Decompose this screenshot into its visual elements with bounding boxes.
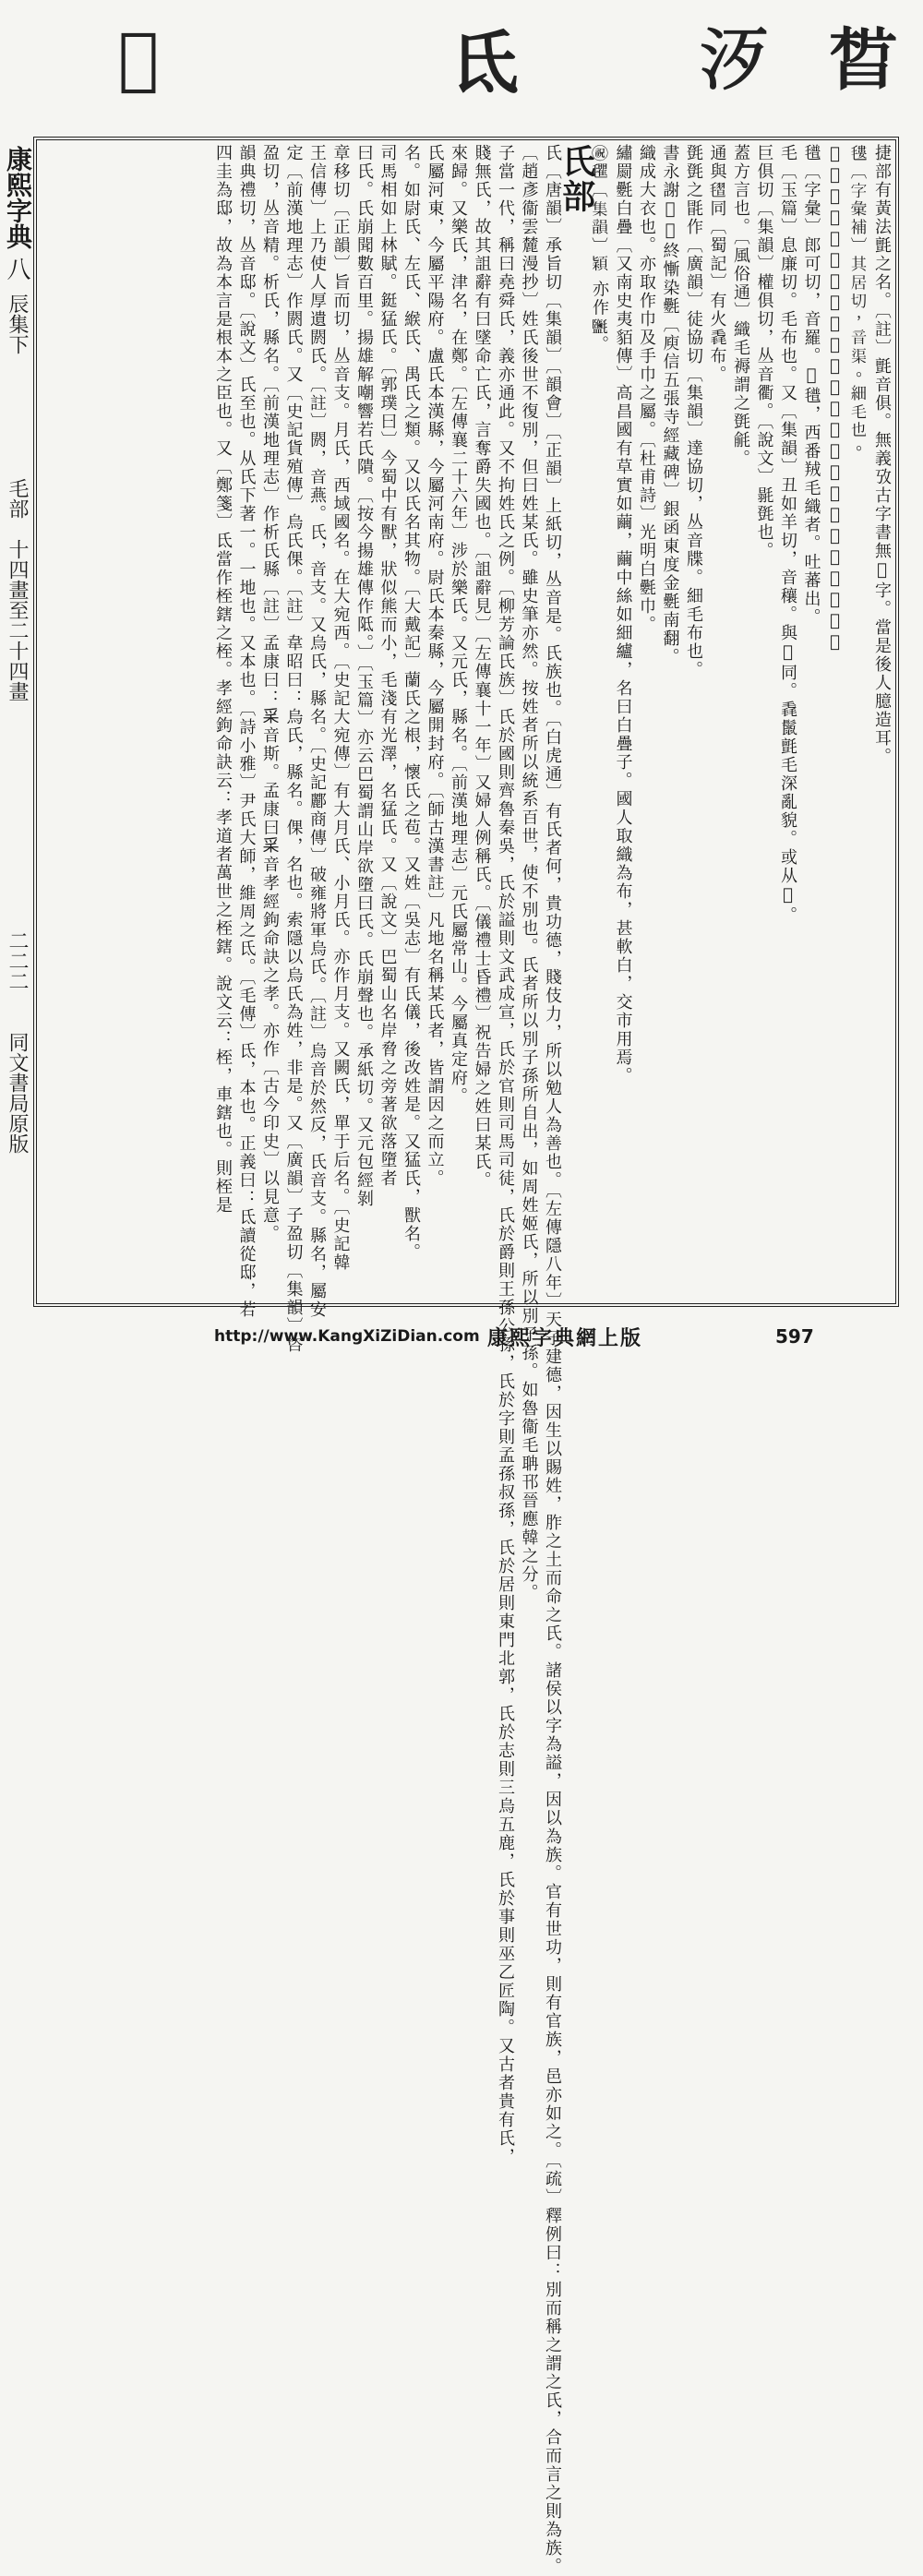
seal-glyph: 𣇮 xyxy=(829,21,897,101)
text-column: 氏屬河東，今屬平陽府。盧氏本漢縣，今屬河南府。尉氏本秦縣，今屬開封府。〔師古漢書註〕凡地名稱某氏者，皆謂因之而立。 xyxy=(425,144,445,1188)
text-column: ㊗𣰽〔集韻〕穎 亦作𣱄。 xyxy=(590,144,609,354)
text-column: 曰氏。氏崩聞數百里。揚雄解嘲響若氏隤。〔按今揚雄傳作阺。〕〔玉篇〕亦云巴蜀謂山岸欲墮曰氏。氏崩聲也。承紙切。又元包經剝 xyxy=(354,144,374,1208)
text-column: 書永謝𢀳𣰳終慚染氎〔庾信五張寺經藏碑〕銀函東度金氎南翻。 xyxy=(660,144,680,666)
text-column: 巨俱切〔集韻〕權俱切，丛音衢。〔說文〕毾㲪也。 xyxy=(754,144,774,560)
text-column: 四圭為邸，故為本言是根本之臣也。又〔鄭箋〕氐當作桎鎋之桎。孝經鉤命訣云：孝道者萬世之桎鎋。說文云：桎，車鎋也。則桎是 xyxy=(213,144,233,1215)
seal-script-header xyxy=(0,0,923,120)
page-number-chinese: 二二二 xyxy=(6,930,29,991)
text-column: ㊎𣱊〔集韻〕力涉切，音鬣。毛巤也。或作鬛亦作𩬈。 xyxy=(825,144,845,653)
text-column: 子當一代，稱曰堯舜氏，義亦通此。又不拘姓氏之例。〔柳芳論氏族〕氏於國則齊魯秦吳，氏於謚則文武成宣，氏於官則司馬司徒，氏於爵則王孫公孫，氏於字則孟孫叔孫，氏於居則東門北郭，氏於志則三烏五鹿，氏於事則巫乙匠陶。又古者貴有氏， xyxy=(496,144,515,2166)
radical-range: 毛部 十四畫至二十四畫 xyxy=(6,478,29,701)
seal-glyph: 𣲠 xyxy=(700,21,768,101)
text-column: 王信傳〕上乃使人厚遺閼氏。〔註〕閼，音燕。氏，音支。又烏氏，縣名。〔史記酈商傳〕破雍將軍烏氏。〔註〕烏音於然反，氏音支。縣名，屬安 xyxy=(307,144,327,1319)
text-column: 名。如尉氏、左氏、緱氏、禺氏之類。又以氏名其物。〔大戴記〕蘭氏之根，懷氏之苞。又姓〔吳志〕有氏儀，後改姓是。又猛氏，獸名。 xyxy=(402,144,421,1262)
text-column: 織成大衣也。亦取作巾及手巾之屬。〔杜甫詩〕光明白氎巾。 xyxy=(637,144,656,634)
book-title: 康熙字典 xyxy=(3,146,33,249)
text-column: 〔趙彥衞雲麓漫抄〕姓氏後世不復別，但曰姓某氏。雖史筆亦然。按姓者所以統系百世，使不別也。氏者所以別子孫所自出，如周姓姬氏，所以別子孫。如魯衞毛聃邗晉應韓之分。 xyxy=(519,144,539,1602)
text-column: 司馬相如上林賦。鋌猛氏。〔郭璞曰〕今蜀中有獸，狀似熊而小，毛淺有光澤，名猛氏。又〔說文〕巴蜀山名岸脅之旁著欲落墮者 xyxy=(378,144,398,1188)
page-number: 597 xyxy=(775,1325,814,1348)
text-column: 捷部有黃法氈之名。〔註〕氈音俱。無義攷古字書無𣰳字。當是後人臆造耳。 xyxy=(872,144,892,766)
text-column: 盈切，丛音精。析氏，縣名。〔前漢地理志〕作析氏縣〔註〕孟康曰：𥝩音斯。孟康曰𥝩音孝經鉤命訣之孝。亦作〔古今印史〕以見意。 xyxy=(260,144,280,1243)
text-column: 通與𣯥同〔蜀記〕有火毳布。 xyxy=(707,144,727,384)
seal-glyph: 𢀳 xyxy=(117,18,160,98)
volume-number: 八 xyxy=(3,257,30,281)
footer-title: 康熙字典網上版 xyxy=(487,1326,643,1350)
text-column: 毛〔玉篇〕息廉切。毛布也。又〔集韻〕丑如羊切，音穰。與𣰳同。毳鬛氈毛深亂貌。或从𣰳。 xyxy=(778,144,797,925)
text-column: 氆〔字彙〕郎可切，音羅。𣰳氆，西番羢毛織者。吐蕃出。 xyxy=(801,144,821,627)
text-column: 蓋方言也。〔風俗通〕織毛褥謂之㲪毹。 xyxy=(731,144,750,468)
seal-glyph: 氐 xyxy=(450,24,519,103)
text-column: 賤無氏，故其詛辭有曰墜命亡氏，言奪爵失國也。〔詛辭見〕〔左傳襄十一年〕又婦人例稱氏。〔儀禮士昏禮〕祝告婦之姓曰某氏。 xyxy=(472,144,492,1190)
publisher: 同文書局原版 xyxy=(6,1032,29,1154)
text-column: 定〔前漢地理志〕作閼氏。又〔史記貨殖傳〕烏氏倮。〔註〕韋昭曰：烏氏，縣名。倮，名也。索隱以烏氏為姓，非是。又〔廣韻〕子盈切〔集韻〕咨 xyxy=(283,144,304,1354)
text-column: 㲪㲪之毷作〔廣韻〕徒協切〔集韻〕達協切，丛音牒。細毛布也。 xyxy=(684,144,703,679)
site-url[interactable]: http://www.KangXiZiDian.com xyxy=(214,1327,480,1346)
text-column: 章移切〔正韻〕旨而切，丛音支。月氏，西域國名。在大宛西。〔史記大宛傳〕有大月氏、小月氏。亦作月支。又闕氏，單于后名。〔史記韓 xyxy=(330,144,351,1272)
section-name: 辰集下 xyxy=(6,294,29,354)
text-column: 氏〔唐韻〕承旨切〔集韻〕〔韻會〕〔正韻〕上紙切，丛音是。氏族也。〔白虎通〕有氏者何，貴功德，賤伎力，所以勉人為善也。〔左傳隱八年〕天子建德，因生以賜姓，胙之土而命之氏。諸侯以字為謚，因以為族。官有世功，則有官族，邑亦如之。〔疏〕釋例曰：別而稱之謂之氏，合而言之則為族。 xyxy=(543,144,562,2576)
text-column: 繡罽氎白疊〔又南史夷貊傳〕高昌國有草實如繭，繭中絲如細纑，名曰白疊子。國人取織為布，甚軟白，交市用焉。 xyxy=(613,144,633,1085)
page-margin-sidebar xyxy=(0,137,31,1307)
text-column: 來歸。又樂氏，津名，在鄭。〔左傳襄二十六年〕涉於樂氏。又元氏，縣名。〔前漢地理志〕元氏屬常山。今屬真定府。 xyxy=(449,144,468,1106)
page-footer xyxy=(0,1318,923,1355)
text-column: 𣯫〔字彙補〕其居切，音渠。細毛也。 xyxy=(848,144,869,458)
text-column: 韻典禮切，丛音邸。〔說文〕氏至也。从氏下著一。一地也。又本也。〔詩小雅〕尹氏大師，維周之氐。〔毛傳〕氐，本也。正義曰：氐讀從邸，若 xyxy=(236,144,257,1319)
radical-heading: 氏部 xyxy=(557,144,596,214)
